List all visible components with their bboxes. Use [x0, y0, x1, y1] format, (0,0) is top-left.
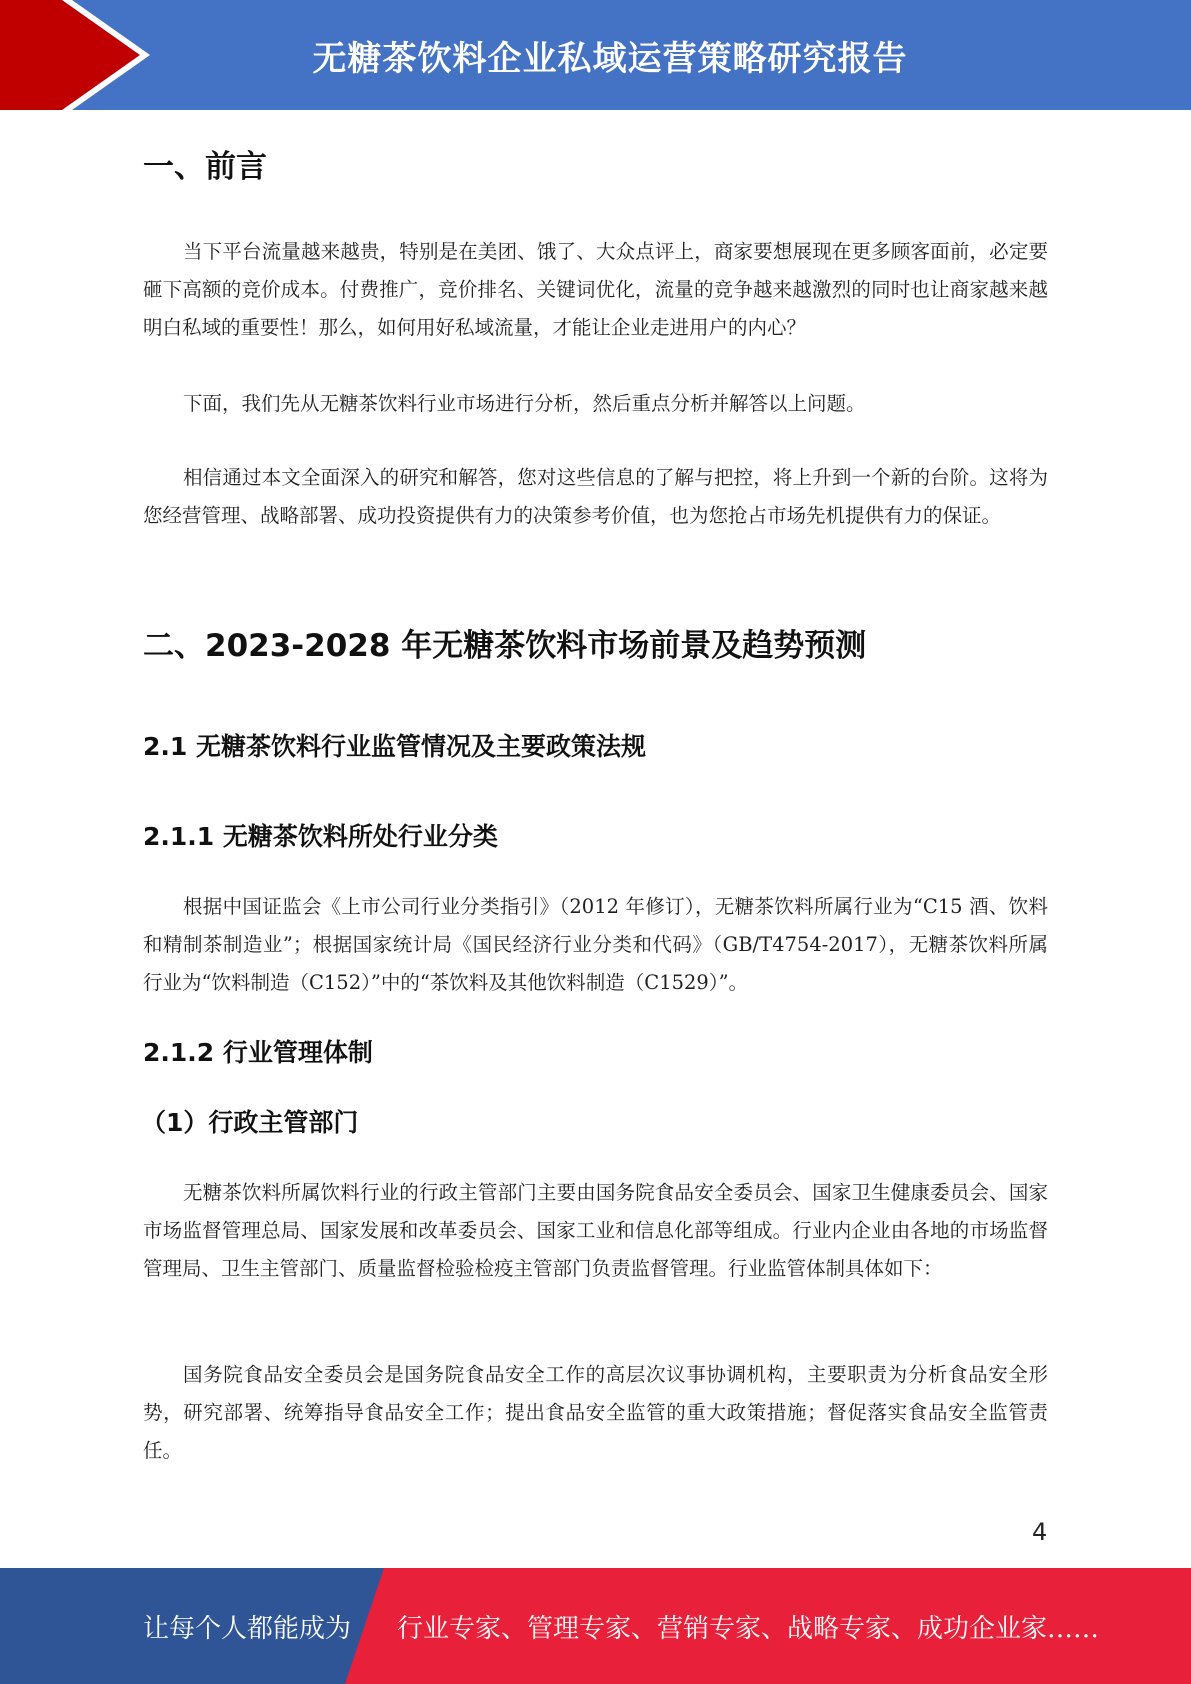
footer-slogan-left: 让每个人都能成为	[143, 1613, 352, 1644]
section-2-1-2-paragraph-1: 无糖茶饮料所属饮料行业的行政主管部门主要由国务院食品安全委员会、国家卫生健康委员会、国家市场监督管理总局、国家发展和改革委员会、国家工业和信息化部等组成。行业内企业由各地的市场监督管理局、卫生主管部门、质量监督检验检疫主管部门负责监督管理。行业监管体制具体如下：	[143, 1181, 1048, 1280]
page-footer	[0, 1568, 1191, 1684]
section-2-1-2-paragraph-2: 国务院食品安全委员会是国务院食品安全工作的高层次议事协调机构，主要职责为分析食品安全形势，研究部署、统筹指导食品安全工作；提出食品安全监管的重大政策措施；督促落实食品安全监管责任。	[143, 1363, 1048, 1462]
section-1-paragraph-2: 下面，我们先从无糖茶饮料行业市场进行分析，然后重点分析并解答以上问题。	[183, 392, 866, 415]
section-1-paragraph-3: 相信通过本文全面深入的研究和解答，您对这些信息的了解与把控，将上升到一个新的台阶。这将为您经营管理、战略部署、成功投资提供有力的决策参考价值，也为您抢占市场先机提供有力的保证。	[143, 466, 1048, 527]
footer-slogan-right: 行业专家、管理专家、营销专家、战略专家、成功企业家……	[397, 1613, 1100, 1644]
section-2-heading: 二、2023-2028 年无糖茶饮料市场前景及趋势预测	[143, 628, 867, 664]
subsection-1-heading: （1）行政主管部门	[141, 1108, 359, 1137]
page-number: 4	[1032, 1518, 1048, 1546]
page-header	[0, 0, 1191, 110]
section-2-1-1-heading: 2.1.1 无糖茶饮料所处行业分类	[143, 822, 498, 851]
section-1-heading: 一、前言	[143, 149, 267, 185]
section-2-1-2-heading: 2.1.2 行业管理体制	[143, 1038, 373, 1067]
section-1-paragraph-1: 当下平台流量越来越贵，特别是在美团、饿了、大众点评上，商家要想展现在更多顾客面前，必定要砸下高额的竞价成本。付费推广，竞价排名、关键词优化，流量的竞争越来越激烈的同时也让商家越来越明白私域的重要性！那么，如何用好私域流量，才能让企业走进用户的内心？	[143, 240, 1048, 339]
report-title: 无糖茶饮料企业私域运营策略研究报告	[312, 38, 908, 79]
section-2-1-heading: 2.1 无糖茶饮料行业监管情况及主要政策法规	[143, 732, 646, 761]
section-2-1-1-paragraph: 根据中国证监会《上市公司行业分类指引》（2012 年修订），无糖茶饮料所属行业为“C15 酒、饮料和精制茶制造业”；根据国家统计局《国民经济行业分类和代码》（GB/T4754-2017），无糖茶饮料所属行业为“饮料制造（C152）”中的“茶饮料及其他饮料制造（C1529）”。	[143, 895, 1048, 994]
